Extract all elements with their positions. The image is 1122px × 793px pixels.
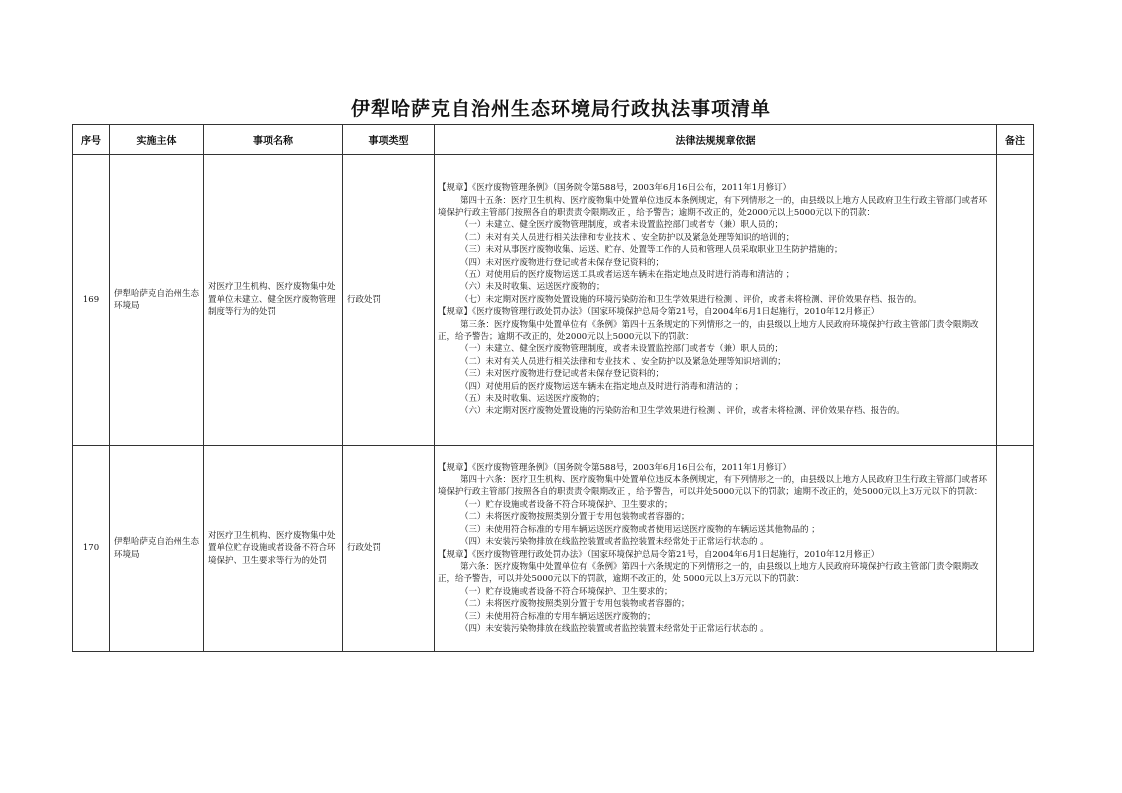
basis-heading: 【规章】《医疗废物管理行政处罚办法》（国家环境保护总局令第21号，自2004年6月1日起施行，2010年12月修正）: [438, 549, 880, 560]
basis-heading: 【规章】《医疗废物管理条例》（国务院令第588号，2003年6月16日公布，2011年1月修订）: [438, 183, 792, 194]
basis-clause: （三）未对从事医疗废物收集、运送、贮存、处置等工作的人员和管理人员采取职业卫生防护措施的；: [460, 245, 843, 256]
row-subject: 伊犁哈萨克自治州生态环境局: [110, 155, 204, 446]
basis-article: 第四十五条：医疗卫生机构、医疗废物集中处置单位违反本条例规定，有下列情形之一的，由县级以上地方人民政府卫生行政主管部门或者环境保护行政主管部门按照各自的职责责令限期改正 ，给予警告；逾期不改正的，处2000元以上5000元以下的罚款：: [438, 195, 988, 218]
row-remark: [997, 446, 1034, 652]
basis-clause: （一）未建立、健全医疗废物管理制度，或者未设置监控部门或者专（兼）职人员的；: [460, 344, 784, 355]
header-legal-basis: 法律法规规章依据: [435, 125, 997, 155]
table-header-row: [73, 125, 1034, 155]
basis-heading: 【规章】《医疗废物管理条例》（国务院令第588号，2003年6月16日公布，2011年1月修订）: [438, 462, 792, 473]
basis-clause: （二）未将医疗废物按照类别分置于专用包装物或者容器的；: [460, 512, 690, 523]
header-subject: 实施主体: [110, 125, 204, 155]
basis-clause: （一）贮存设施或者设备不符合环境保护、卫生要求的；: [460, 499, 673, 510]
basis-clause: （五）对使用后的医疗废物运送工具或者运送车辆未在指定地点及时进行消毒和清洁的 ；: [460, 269, 795, 280]
row-legal-basis: [435, 446, 997, 652]
basis-clause: （六）未定期对医疗废物处置设施的污染防治和卫生学效果进行检测 、评价，或者未将检测、评价效果存档、报告的。: [460, 406, 905, 417]
basis-clause: （四）对使用后的医疗废物运送车辆未在指定地点及时进行消毒和清洁的 ；: [460, 381, 744, 392]
basis-clause: （四）未对医疗废物进行登记或者未保存登记资料的；: [460, 257, 665, 268]
row-item-name: 对医疗卫生机构、医疗废物集中处置单位贮存设施或者设备不符合环境保护、卫生要求等行为的处罚: [204, 446, 343, 652]
basis-clause: （三）未使用符合标准的专用车辆运送医疗废物或者使用运送医疗废物的车辆运送其他物品的 ；: [460, 524, 820, 535]
basis-clause: （二）未对有关人员进行相关法律和专业技术 、安全防护以及紧急处理等知识培训的；: [460, 356, 786, 367]
basis-clause: （六）未及时收集、运送医疗废物的；: [460, 282, 605, 293]
row-legal-basis: [435, 155, 997, 446]
basis-clause: （二）未将医疗废物按照类别分置于专用包装物或者容器的；: [460, 599, 690, 610]
basis-clause: （三）未对医疗废物进行登记或者未保存登记资料的；: [460, 369, 665, 380]
basis-clause: （一）未建立、健全医疗废物管理制度，或者未设置监控部门或者专（兼）职人员的；: [460, 220, 784, 231]
basis-clause: （四）未安装污染物排放在线监控装置或者监控装置未经常处于正常运行状态的 。: [460, 623, 769, 634]
row-remark: [997, 155, 1034, 446]
row-item-name: 对医疗卫生机构、医疗废物集中处置单位未建立、健全医疗废物管理制度等行为的处罚: [204, 155, 343, 446]
basis-article: 第六条：医疗废物集中处置单位有《条例》第四十六条规定的下列情形之一的，由县级以上地方人民政府环境保护行政主管部门责令限期改正，给予警告，可以并处5000元以下的罚款，逾期不改正的，处 5000元以上3万元以下的罚款：: [438, 561, 979, 585]
table-row: [73, 446, 1034, 652]
table-row: [73, 155, 1034, 446]
basis-clause: （四）未安装污染物排放在线监控装置或者监控装置未经常处于正常运行状态的 。: [460, 537, 769, 548]
row-item-type: 行政处罚: [343, 446, 435, 652]
basis-clause: （二）未对有关人员进行相关法律和专业技术 、安全防护以及紧急处理等知识的培训的；: [460, 232, 795, 243]
row-number: 169: [73, 155, 110, 446]
basis-clause: （一）贮存设施或者设备不符合环境保护、卫生要求的；: [460, 586, 673, 597]
header-item-name: 事项名称: [204, 125, 343, 155]
header-remark: 备注: [997, 125, 1034, 155]
basis-article: 第四十六条：医疗卫生机构、医疗废物集中处置单位违反本条例规定，有下列情形之一的，由县级以上地方人民政府卫生行政主管部门或者环境保护行政主管部门按照各自的职责责令限期改正 ，给予警告，可以并处5000元以下的罚款；逾期不改正的，处5000元以上3万元以下的罚款：: [438, 475, 988, 498]
header-item-type: 事项类型: [343, 125, 435, 155]
row-number: 170: [73, 446, 110, 652]
header-no: 序号: [73, 125, 110, 155]
row-item-type: 行政处罚: [343, 155, 435, 446]
row-subject: 伊犁哈萨克自治州生态环境局: [110, 446, 204, 652]
basis-clause: （五）未及时收集、运送医疗废物的；: [460, 394, 605, 405]
basis-clause: （三）未使用符合标准的专用车辆运送医疗废物的；: [460, 611, 656, 622]
page-title: 伊犁哈萨克自治州生态环境局行政执法事项清单: [350, 98, 771, 120]
basis-clause: （七）未定期对医疗废物处置设施的环境污染防治和卫生学效果进行检测 、评价，或者未将检测、评价效果存档、报告的。: [460, 294, 922, 305]
enforcement-table: [72, 124, 1034, 652]
basis-article: 第三条：医疗废物集中处置单位有《条例》第四十五条规定的下列情形之一的，由县级以上地方人民政府环境保护行政主管部门责令限期改正，给予警告；逾期不改正的，处2000元以上5000元以下的罚款：: [438, 319, 979, 343]
basis-heading: 【规章】《医疗废物管理行政处罚办法》（国家环境保护总局令第21号，自2004年6月1日起施行，2010年12月修正）: [438, 307, 880, 318]
